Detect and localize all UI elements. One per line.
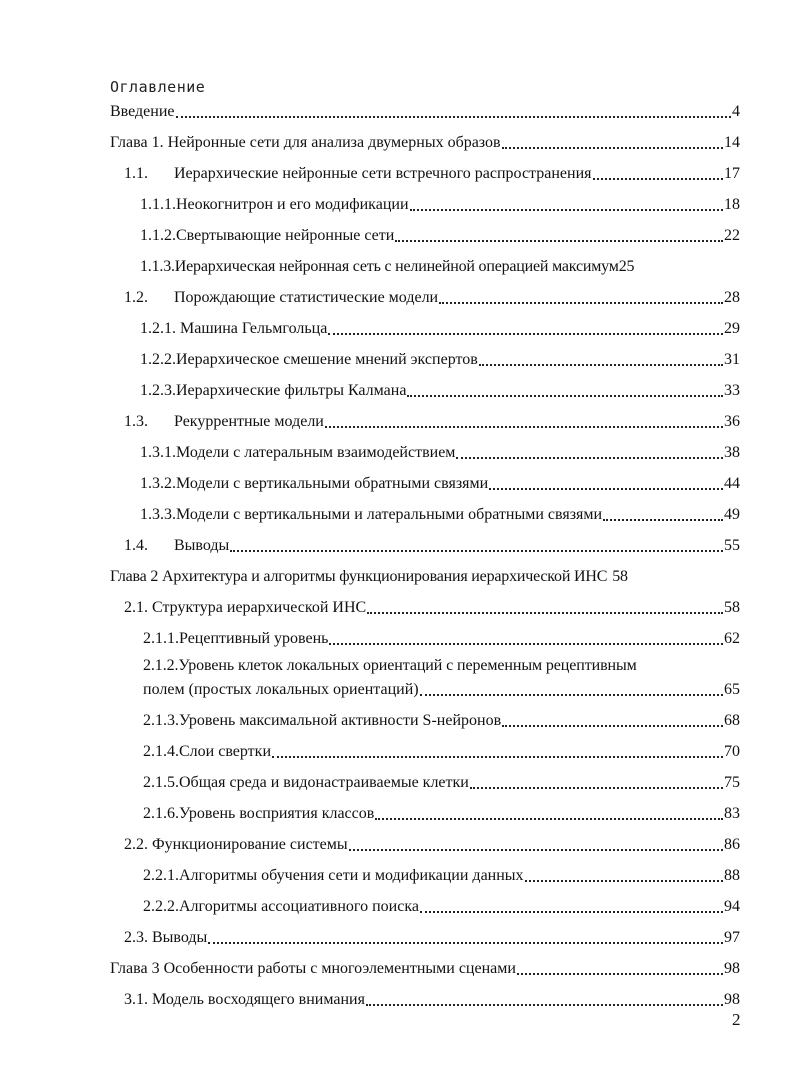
toc-leader-dots bbox=[517, 973, 723, 975]
toc-leader-dots bbox=[420, 911, 723, 913]
toc-entry[interactable] bbox=[140, 319, 740, 339]
toc-entry-title: 2.1.6.Уровень восприятия классов bbox=[143, 805, 375, 822]
toc-entry-page: 58 bbox=[724, 599, 740, 616]
toc-entry-page: 98 bbox=[724, 991, 740, 1008]
toc-entry-page: 29 bbox=[724, 320, 740, 337]
toc-entry-page: 65 bbox=[724, 681, 740, 698]
toc-entry[interactable] bbox=[124, 536, 740, 556]
toc-leader-dots bbox=[593, 178, 724, 180]
toc-entry-title: 1.3.2.Модели с вертикальными обратными связями bbox=[140, 475, 489, 492]
toc-leader-dots bbox=[208, 942, 723, 944]
toc-entry-title: Глава 2 Архитектура и алгоритмы функционирования иерархической ИНС bbox=[110, 568, 608, 585]
toc-entry-number: 1.3. bbox=[124, 413, 148, 430]
toc-entry[interactable] bbox=[124, 835, 740, 855]
toc-leader-dots bbox=[375, 818, 723, 820]
toc-leader-dots bbox=[272, 756, 723, 758]
toc-entry-title: 2.1.4.Слои свертки bbox=[143, 743, 271, 760]
toc-entry[interactable] bbox=[110, 133, 740, 153]
toc-entry-title: 2.3. Выводы bbox=[124, 929, 208, 946]
toc-leader-dots bbox=[603, 519, 723, 521]
toc-leader-dots bbox=[456, 457, 723, 459]
toc-entry-title: 2.2.2.Алгоритмы ассоциативного поиска bbox=[143, 898, 419, 915]
toc-entry-title: 2.1. Структура иерархической ИНС bbox=[124, 599, 367, 616]
toc-entry-title: Иерархические нейронные сети встречного распространения bbox=[174, 165, 592, 182]
toc-entry-title: Глава 1. Нейронные сети для анализа двумерных образов bbox=[110, 134, 501, 151]
toc-entry-title: 1.3.1.Модели с латеральным взаимодействием bbox=[140, 444, 456, 461]
toc-leader-dots bbox=[470, 787, 723, 789]
toc-entry-page: 4 bbox=[732, 103, 740, 120]
toc-entry-title: 2.1.5.Общая среда и видонастраиваемые клетки bbox=[143, 774, 469, 791]
toc-entry[interactable] bbox=[143, 866, 740, 886]
toc-entry-title: 1.2.2.Иерархическое смешение мнений экспертов bbox=[140, 351, 478, 368]
toc-entry-page: 83 bbox=[724, 805, 740, 822]
toc-entry[interactable] bbox=[124, 598, 740, 618]
toc-entry-number: 1.1. bbox=[124, 165, 148, 182]
toc-entry-page: 98 bbox=[724, 960, 740, 977]
toc-leader-dots bbox=[395, 240, 723, 242]
toc-entry-page: 94 bbox=[724, 898, 740, 915]
toc-entry-title: 1.2.3.Иерархические фильтры Калмана bbox=[140, 382, 407, 399]
toc-heading: Оглавление bbox=[110, 78, 206, 96]
toc-entry-title: Введение bbox=[110, 103, 175, 120]
toc-entry-line1[interactable]: 2.1.2.Уровень клеток локальных ориентаций с переменным рецептивным bbox=[143, 657, 637, 674]
toc-leader-dots bbox=[502, 725, 723, 727]
toc-entry[interactable] bbox=[143, 897, 740, 917]
toc-entry[interactable] bbox=[140, 381, 740, 401]
toc-entry-page: 18 bbox=[724, 196, 740, 213]
toc-entry[interactable] bbox=[140, 257, 740, 277]
toc-entry[interactable] bbox=[140, 443, 740, 463]
toc-leader-dots bbox=[410, 209, 724, 211]
toc-entry-page: 17 bbox=[724, 165, 740, 182]
toc-entry-title: 1.1.3.Иерархическая нейронная сеть с нелинейной операцией максимум bbox=[140, 258, 619, 275]
toc-entry-title: 2.2.1.Алгоритмы обучения сети и модификации данных bbox=[143, 867, 524, 884]
toc-entry-title: 1.1.2.Свертывающие нейронные сети bbox=[140, 227, 395, 244]
toc-entry[interactable] bbox=[140, 505, 740, 525]
toc-entry-title: Глава 3 Особенности работы с многоэлементными сценами bbox=[110, 960, 516, 977]
toc-leader-dots bbox=[479, 364, 723, 366]
toc-leader-dots bbox=[329, 643, 723, 645]
toc-entry[interactable] bbox=[110, 102, 740, 122]
toc-entry-page: 55 bbox=[724, 537, 740, 554]
toc-entry[interactable] bbox=[143, 742, 740, 762]
page-number: 2 bbox=[732, 1010, 741, 1029]
toc-entry-title: Порождающие статистические модели bbox=[174, 289, 439, 306]
toc-leader-dots bbox=[420, 694, 723, 696]
toc-entry-page: 70 bbox=[724, 743, 740, 760]
toc-entry-page: 33 bbox=[724, 382, 740, 399]
toc-leader-dots bbox=[525, 880, 723, 882]
toc-leader-dots bbox=[502, 147, 723, 149]
toc-entry-page: 22 bbox=[724, 227, 740, 244]
toc-leader-dots bbox=[367, 612, 723, 614]
toc-entry-page: 49 bbox=[724, 506, 740, 523]
toc-entry[interactable] bbox=[124, 990, 740, 1010]
toc-leader-dots bbox=[489, 488, 723, 490]
toc-entry[interactable] bbox=[140, 474, 740, 494]
toc-entry[interactable] bbox=[143, 773, 740, 793]
toc-leader-dots bbox=[407, 395, 723, 397]
toc-entry-page: 44 bbox=[724, 475, 740, 492]
toc-entry-title: 2.1.1.Рецептивный уровень bbox=[143, 630, 329, 647]
toc-entry[interactable] bbox=[143, 629, 740, 649]
toc-leader-dots bbox=[176, 116, 732, 118]
toc-entry-page: 31 bbox=[724, 351, 740, 368]
toc-entry[interactable] bbox=[143, 680, 740, 700]
toc-entry[interactable] bbox=[140, 226, 740, 246]
toc-entry-page: 58 bbox=[612, 568, 628, 585]
toc-entry-title: 1.1.1.Неокогнитрон и его модификации bbox=[140, 196, 409, 213]
toc-entry-title: 1.2.1. Машина Гельмгольца bbox=[140, 320, 328, 337]
toc-entry[interactable] bbox=[143, 804, 740, 824]
toc-leader-dots bbox=[439, 302, 723, 304]
toc-entry-title: 3.1. Модель восходящего внимания bbox=[124, 991, 365, 1008]
toc-entry[interactable] bbox=[124, 928, 740, 948]
toc-entry[interactable] bbox=[124, 164, 740, 184]
toc-leader-dots bbox=[328, 333, 723, 335]
toc-entry-title: полем (простых локальных ориентаций) bbox=[143, 681, 419, 698]
toc-entry-page: 68 bbox=[724, 712, 740, 729]
toc-entry[interactable] bbox=[110, 959, 740, 979]
toc-entry-page: 62 bbox=[724, 630, 740, 647]
toc-entry[interactable] bbox=[140, 350, 740, 370]
toc-entry-number: 1.4. bbox=[124, 537, 148, 554]
toc-entry[interactable] bbox=[143, 711, 740, 731]
toc-entry-title: 2.2. Функционирование системы bbox=[124, 836, 348, 853]
toc-entry-page: 75 bbox=[724, 774, 740, 791]
toc-entry[interactable] bbox=[124, 412, 740, 432]
toc-entry-title: 1.3.3.Модели с вертикальными и латеральными обратными связями bbox=[140, 506, 603, 523]
toc-leader-dots bbox=[349, 849, 723, 851]
toc-entry-title: 2.1.3.Уровень максимальной активности S-нейронов bbox=[143, 712, 502, 729]
toc-entry-page: 38 bbox=[724, 444, 740, 461]
toc-entry[interactable] bbox=[140, 195, 740, 215]
toc-entry-page: 25 bbox=[618, 258, 635, 275]
toc-entry-title: Выводы bbox=[174, 537, 230, 554]
toc-entry-page: 14 bbox=[724, 134, 740, 151]
toc-leader-dots bbox=[230, 550, 723, 552]
toc-leader-dots bbox=[366, 1004, 723, 1006]
toc-leader-dots bbox=[325, 426, 723, 428]
toc-entry-title: Рекуррентные модели bbox=[174, 413, 324, 430]
toc-entry-page: 88 bbox=[724, 867, 740, 884]
toc-entry-page: 36 bbox=[724, 413, 740, 430]
toc-entry-page: 86 bbox=[724, 836, 740, 853]
toc-entry-number: 1.2. bbox=[124, 289, 148, 306]
toc-entry-page: 97 bbox=[724, 929, 740, 946]
toc-entry[interactable] bbox=[110, 567, 742, 587]
toc-entry-page: 28 bbox=[724, 289, 740, 306]
toc-entry[interactable] bbox=[124, 288, 740, 308]
